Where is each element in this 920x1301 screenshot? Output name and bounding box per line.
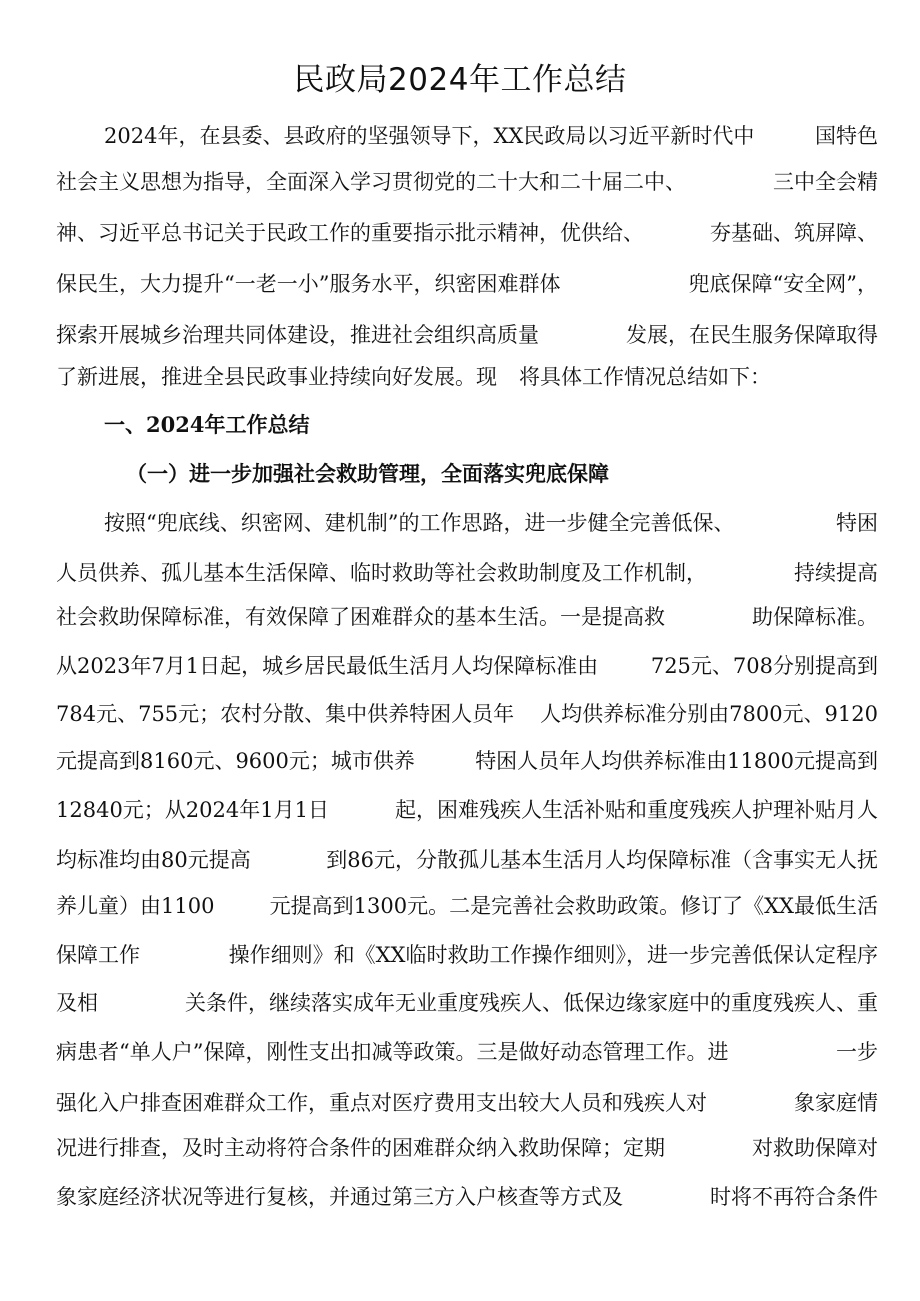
document-title: 民政局2024年工作总结 xyxy=(293,62,627,98)
intro-line xyxy=(56,213,878,253)
subsection-heading: （一）进一步加强社会救助管理，全面落实兜底保障 xyxy=(126,461,609,486)
text-segment: 了新进展，推进全县民政事业持续向好发展。现 xyxy=(56,365,497,389)
text-segment: 按照“兜底线、织密网、建机制”的工作思路，进一步健全完善低保、 xyxy=(104,511,735,535)
text-segment: 特困人员年人均供养标准由11800元提高到 xyxy=(475,749,878,773)
text-segment: 探索开展城乡治理共同体建设，推进社会组织高质量 xyxy=(56,323,539,347)
intro-line xyxy=(56,315,878,355)
body-line xyxy=(56,1177,878,1217)
text-segment: 将具体工作情况总结如下： xyxy=(519,365,771,389)
text-segment: 2024年，在县委、县政府的坚强领导下，XX民政局以习近平新时代中 xyxy=(104,124,755,148)
text-segment: 保民生，大力提升“一老一小”服务水平，织密困难群体 xyxy=(56,272,561,296)
text-segment: 到86元，分散孤儿基本生活月人均保障标准（含事实无人抚 xyxy=(326,848,878,872)
text-segment: 象家庭情 xyxy=(794,1091,878,1115)
text-segment: 一步 xyxy=(836,1040,878,1064)
text-segment: 持续提高 xyxy=(794,561,878,585)
text-segment: 象家庭经济状况等进行复核，并通过第三方入户核查等方式及 xyxy=(56,1185,623,1209)
text-segment: 发展，在民生服务保障取得 xyxy=(626,323,878,347)
text-segment: 对救助保障对 xyxy=(752,1136,878,1160)
body-line xyxy=(56,741,878,781)
text-segment: 况进行排查，及时主动将符合条件的困难群众纳入救助保障；定期 xyxy=(56,1136,665,1160)
text-segment: 元提高到8160元、9600元；城市供养 xyxy=(56,749,415,773)
text-segment: 元提高到1300元。二是完善社会救助政策。修订了《XX最低生活 xyxy=(269,894,878,918)
body-line xyxy=(56,694,878,734)
text-segment: 社会救助保障标准，有效保障了困难群众的基本生活。一是提高救 xyxy=(56,605,665,629)
text-segment: 社会主义思想为指导，全面深入学习贯彻党的二十大和二十届二中、 xyxy=(56,170,686,194)
text-segment: 强化入户排查困难群众工作，重点对医疗费用支出较大人员和残疾人对 xyxy=(56,1091,707,1115)
text-segment: 人员供养、孤儿基本生活保障、临时救助等社会救助制度及工作机制， xyxy=(56,561,707,585)
text-segment: 保障工作 xyxy=(56,943,140,967)
intro-line xyxy=(56,264,878,304)
body-line xyxy=(56,553,878,593)
text-segment: 特困 xyxy=(836,511,878,535)
text-segment: 病患者“单人户”保障，刚性支出扣减等政策。三是做好动态管理工作。进 xyxy=(56,1040,729,1064)
body-line xyxy=(56,983,878,1023)
text-segment: 三中全会精 xyxy=(773,170,878,194)
text-segment: 均标准均由80元提高 xyxy=(56,848,251,872)
text-segment: 夯基础、筑屏障、 xyxy=(710,221,878,245)
body-line xyxy=(56,646,878,686)
text-segment: 操作细则》和《XX临时救助工作操作细则》，进一步完善低保认定程序 xyxy=(228,943,878,967)
body-line xyxy=(56,597,878,637)
text-segment: 助保障标准。 xyxy=(752,605,878,629)
text-segment: 关条件，继续落实成年无业重度残疾人、低保边缘家庭中的重度残疾人、重 xyxy=(185,991,878,1015)
body-line xyxy=(56,935,878,975)
body-line xyxy=(56,790,878,830)
text-segment: 人均供养标准分别由7800元、9120 xyxy=(540,702,878,726)
text-segment: 725元、708分别提高到 xyxy=(650,654,878,678)
text-segment: 12840元；从2024年1月1日 xyxy=(56,798,329,822)
intro-line xyxy=(56,162,878,202)
text-segment: 国特色 xyxy=(815,124,878,148)
body-line xyxy=(56,886,878,926)
body-line xyxy=(56,1128,878,1168)
section-heading: 一、2024年工作总结 xyxy=(104,412,310,437)
text-segment: 从2023年7月1日起，城乡居民最低生活月人均保障标准由 xyxy=(56,654,599,678)
body-line xyxy=(56,1032,878,1072)
text-segment: 兜底保障“安全网”， xyxy=(688,272,878,296)
text-segment: 784元、755元；农村分散、集中供养特困人员年 xyxy=(56,702,515,726)
text-segment: 神、习近平总书记关于民政工作的重要指示批示精神，优供给、 xyxy=(56,221,644,245)
body-line xyxy=(104,503,878,543)
intro-line xyxy=(56,357,878,397)
body-line xyxy=(56,840,878,880)
intro-line xyxy=(104,116,878,156)
text-segment: 及相 xyxy=(56,991,98,1015)
text-segment: 养儿童）由1100 xyxy=(56,894,215,918)
text-segment: 时将不再符合条件 xyxy=(710,1185,878,1209)
text-segment: 起，困难残疾人生活补贴和重度残疾人护理补贴月人 xyxy=(395,798,878,822)
body-line xyxy=(56,1083,878,1123)
